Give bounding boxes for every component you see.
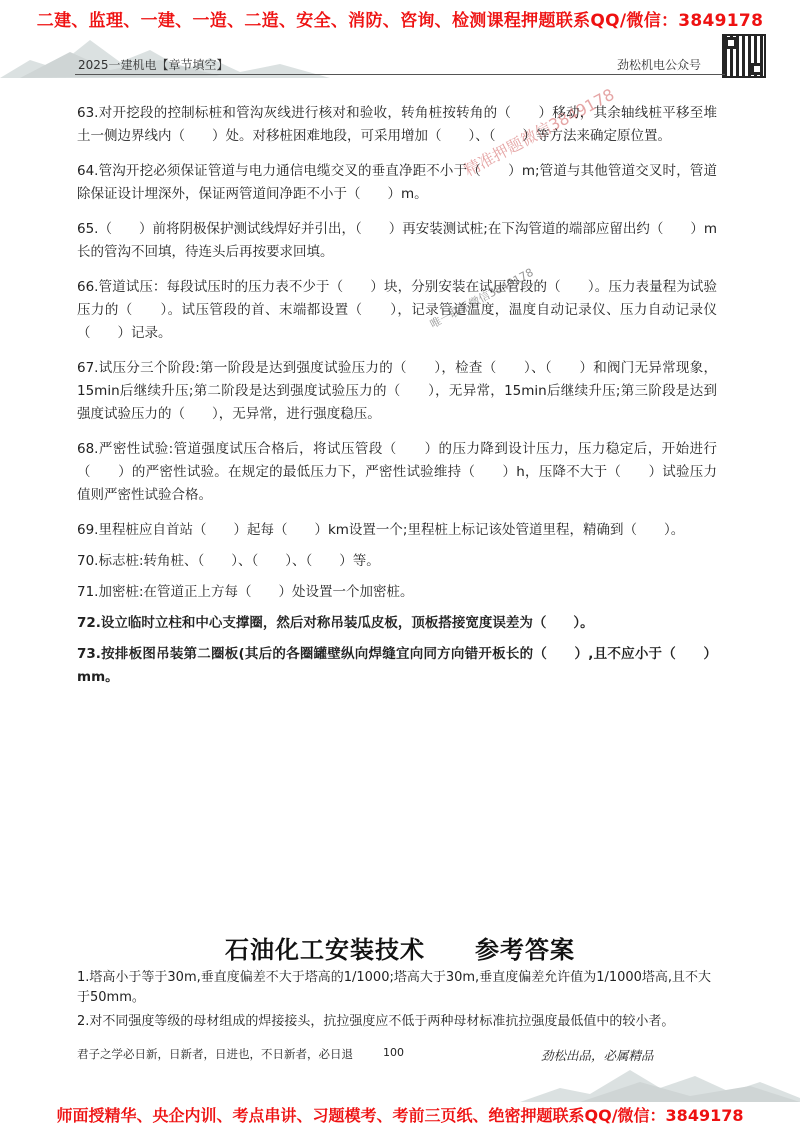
section-title: 石油化工安装技术 参考答案 <box>225 936 575 964</box>
question-list <box>77 102 717 697</box>
top-ad-banner: 二建、监理、一建、一造、二造、安全、消防、咨询、检测课程押题联系QQ/微信：3849178 <box>36 11 764 31</box>
header-publisher: 劲松机电公众号 <box>617 58 702 72</box>
ink-mountain-bottom-right <box>520 1058 800 1102</box>
page-number: 100 <box>383 1046 404 1059</box>
question-73: 73.按排板图吊装第二圈板(其后的各圈罐壁纵向焊缝宜向同方向错开板长的（ ）,且不应小于（ ）mm。 <box>77 646 717 685</box>
watermark-small: 唯一联系微信3849178 <box>427 265 536 332</box>
question-67: 67.试压分三个阶段:第一阶段是达到强度试验压力的（ ），检查（ ）、（ ）和阀门无异常现象，15min后继续升压;第二阶段是达到强度试验压力的（ ），无异常，15min后继续升压;第三阶段是达到强度试验压力的（ ），无异常，进行强度稳压。 <box>77 360 717 422</box>
qr-code-icon <box>722 34 766 78</box>
question-69: 69.里程桩应自首站（ ）起每（ ）km设置一个;里程桩上标记该处管道里程，精确到（ ）。 <box>77 522 685 538</box>
answer-1: 1.塔高小于等于30m,垂直度偏差不大于塔高的1/1000;塔高大于30m,垂直度偏差允许值为1/1000塔高,且不大于50mm。 <box>77 970 712 1005</box>
header-divider <box>75 74 725 75</box>
question-63: 63.对开挖段的控制标桩和管沟灰线进行核对和验收，转角桩按转角的（ ）移动，其余轴线桩平移至堆土一侧边界线内（ ）处。对移桩困难地段，可采用增加（ ）、（ ）等方法来确定原位置。 <box>77 105 717 144</box>
question-64: 64.管沟开挖必须保证管道与电力通信电缆交叉的垂直净距不小于（ ）m;管道与其他管道交叉时，管道除保证设计埋深外，保证两管道间净距不小于（ ）m。 <box>77 163 717 202</box>
footer-motto: 君子之学必日新，日新者，日进也，不日新者，必日退 <box>77 1047 353 1061</box>
header-book-title: 2025一建机电【章节填空】 <box>78 58 229 72</box>
question-72: 72.设立临时立柱和中心支撑圈，然后对称吊装瓜皮板，顶板搭接宽度误差为（ ）。 <box>77 615 594 631</box>
question-66: 66.管道试压：每段试压时的压力表不少于（ ）块，分别安装在试压管段的（ ）。压力表量程为试验压力的（ ）。试压管段的首、末端都设置（ ），记录管道温度，温度自动记录仪、压力自动记录仪（ ）记录。 <box>77 279 717 341</box>
watermark-main: 精准押题微信3849178 <box>460 84 618 181</box>
question-68: 68.严密性试验:管道强度试压合格后，将试压管段（ ）的压力降到设计压力，压力稳定后，开始进行（ ）的严密性试验。在规定的最低压力下，严密性试验维持（ ）h，压降不大于（ ）试验压力值则严密性试验合格。 <box>77 441 717 503</box>
question-71: 71.加密桩:在管道正上方每（ ）处设置一个加密桩。 <box>77 584 414 600</box>
footer-slogan: 劲松出品，必属精品 <box>541 1048 654 1063</box>
answer-list <box>77 968 722 1036</box>
question-65: 65.（ ）前将阴极保护测试线焊好并引出，（ ）再安装测试桩;在下沟管道的端部应留出约（ ）m长的管沟不回填，待连头后再按要求回填。 <box>77 221 717 260</box>
question-70: 70.标志桩:转角桩、（ ）、（ ）、（ ）等。 <box>77 553 380 569</box>
bottom-ad-banner: 师面授精华、央企内训、考点串讲、习题模考、考前三页纸、绝密押题联系QQ/微信：3849178 <box>56 1106 744 1125</box>
answer-2: 2.对不同强度等级的母材组成的焊接接头，抗拉强度应不低于两种母材标准抗拉强度最低值中的较小者。 <box>77 1014 675 1029</box>
